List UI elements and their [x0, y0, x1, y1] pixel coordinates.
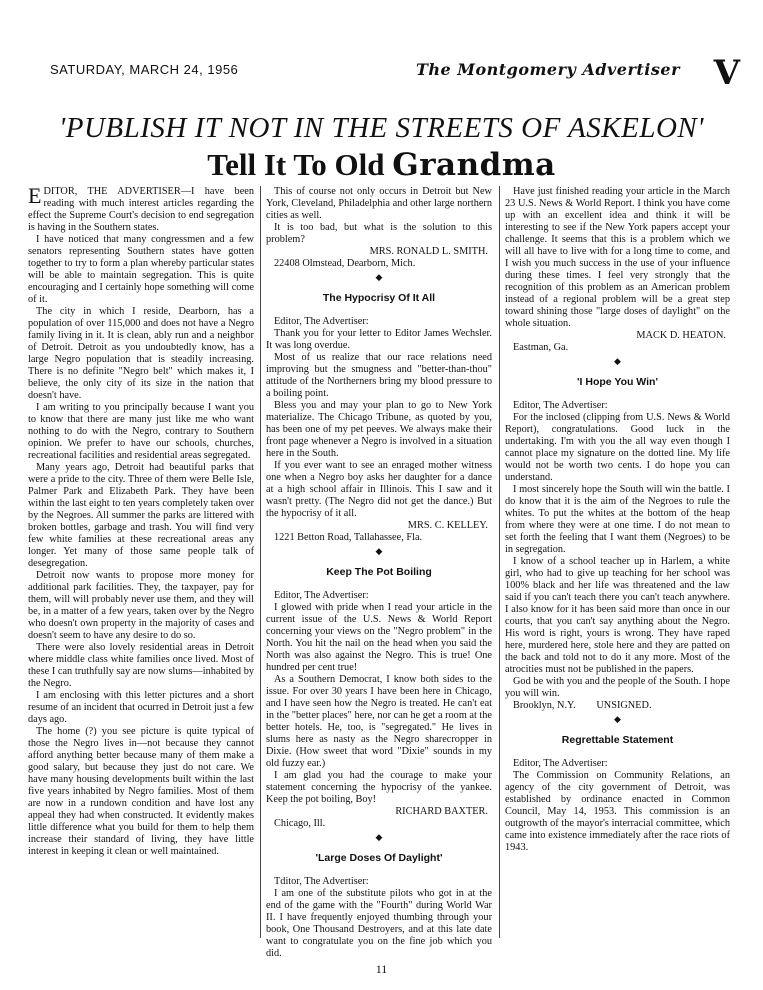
separator-diamond: ◆: [614, 356, 621, 366]
separator-diamond: ◆: [375, 272, 383, 282]
letter-paragraph: I glowed with pride when I read your article in the current issue of the U.S. News & World Report concerning your views on the "Negro problem" in the North. You hit the nail on the head when you said the North was also against the Negro. This is true! One hundred per cent true!: [266, 602, 492, 673]
headline-blackletter-word: Grandma: [392, 147, 556, 183]
letter-greeting: Editor, The Advertiser:: [513, 400, 608, 411]
letter-paragraph: I am enclosing with this letter pictures and a short resume of an incident that ocurred in Detroit just a few days ago.: [28, 690, 254, 725]
letter-greeting: Editor, The Advertiser:: [513, 758, 608, 769]
letter-paragraph: The city in which I reside, Dearborn, has a population of over 115,000 and does not have a Negro family living in it. It is clean, ably run and a neighbor of Detroit. Detroit as you undoubtedly know, has a large Negro population that is steadily increasing. There is no definite "Negro belt" which makes it, I believe, the only city of its size in the nation that doesn't have.: [28, 306, 254, 401]
letter-city: Chicago, Ill.: [274, 818, 326, 829]
letter-title: Regrettable Statement: [561, 734, 674, 746]
letter-signature: MRS. C. KELLEY.: [407, 520, 488, 531]
letters-columns: [28, 183, 730, 959]
article-headline: [0, 147, 763, 183]
letter-paragraph: Most of us realize that our race relations need improving but the smugness and "better-than-thou" attitude of the Northerners bring my blood pressure to a boiling point.: [266, 352, 492, 399]
letter-address: 1221 Betton Road, Tallahassee, Fla.: [274, 532, 423, 543]
column-2: [266, 186, 492, 959]
letter-paragraph: [28, 183, 254, 234]
newspaper-masthead: The Montgomery Advertiser: [415, 60, 680, 79]
letter-city: Eastman, Ga.: [513, 342, 569, 353]
letter-signature: RICHARD BAXTER.: [395, 806, 488, 817]
letter-signature: MRS. RONALD L. SMITH.: [369, 246, 488, 257]
letter-city-and-signature: [505, 700, 730, 712]
letter-paragraph: The Commission on Community Relations, an agency of the city government of Detroit, was established by ordinance enacted in Common Council, May 14, 1953. This commission is an outgrowth of the mayor's interracial committee, which came into existence immediately after the race riots of 1943.: [505, 770, 730, 853]
letter-signature: UNSIGNED.: [596, 700, 652, 711]
letter-paragraph: For the inclosed (clipping from U.S. News & World Report), congratulations. Good luck in the undertaking. I'm with you the all way even though I cannot place my signature on the dotted line. My life would not be worth two cents. I do hope you can understand.: [505, 412, 730, 483]
separator-diamond: ◆: [375, 546, 383, 556]
letter-title: 'Large Doses Of Daylight': [315, 852, 443, 864]
letter-paragraph: I know of a school teacher up in Harlem, a white girl, who had to give up teaching for her school was 100% black and her life was threatened and the law said if you can't teach there you can't teach anywhere. I also know for it has been said more than once in our courts, that you can't say anything about the Negro. His word is right, yours is wrong. They have raped here, murdered here, stole here and they are patted on the back and told not to do it any more. Most of the atrocities must not be published in the papers.: [505, 556, 730, 675]
letter-paragraph: I am glad you had the courage to make your statement concerning the hypocrisy of the yankee. Keep the pot boiling, Boy!: [266, 770, 492, 805]
letter-paragraph: Many years ago, Detroit had beautiful parks that were a pride to the city. Three of them were Belle Isle, Palmer Park and Elizabeth Park. They have been within the last eight to ten years completely taken over by the Negroes. All summer the parks are littered with broken bottles, garbage and trash. You will find very few white families at these recreational areas any longer. Yet many of those same people talk of desegregation.: [28, 462, 254, 569]
column-1: [28, 183, 254, 938]
letter-greeting: Editor, The Advertiser:: [274, 590, 369, 601]
column-3: [505, 186, 730, 938]
paragraph-text: DITOR, THE ADVERTISER—I have been reading with much interest articles regarding the effect the Supreme Court's decision to end segregation is having in the Southern states.: [28, 186, 254, 233]
letter-greeting: Tditor, The Advertiser:: [274, 876, 369, 887]
letter-paragraph: God be with you and the people of the South. I hope you will win.: [505, 676, 730, 699]
letter-paragraph: There were also lovely residential areas in Detroit where middle class white families once lived. Most of these I can truthfully say are now slums—inhabited by the Negro.: [28, 642, 254, 689]
letter-paragraph: Thank you for your letter to Editor James Wechsler. It was long overdue.: [266, 328, 492, 351]
page-header: [40, 53, 740, 100]
letter-paragraph: It is too bad, but what is the solution to this problem?: [266, 222, 492, 245]
letter-paragraph: I am writing to you principally because I want you to know that there are many just like me who want nothing to do with the Negro, contrary to Southern opinion. We prefer to have our schools, churches, recreational facilities and residential areas segregated.: [28, 402, 254, 461]
letter-paragraph: Have just finished reading your article in the March 23 U.S. News & World Report. I think you have come up with an excellent idea and think it will be interesting to see if the New York papers accept your challenge. It seems that this is a problem which we will all have to live with for a long time to come, and I wish you much success in the use of your influence during these times. I feel very strongly that the recognition of this problem as an American problem instead of a regional problem will be a great step toward shining those "large doses of daylight" on the whole situation.: [505, 186, 730, 329]
headline-text: Tell It To Old: [207, 147, 393, 182]
letter-paragraph: Detroit now wants to propose more money for additional park facilities. They, the taxpayer, pay for them, will will probably never use them, and they will be, in a matter of a few years, taken over by the Negro who doesn't own property in the majority of cases and doesn't seem to have any desire to do so.: [28, 570, 254, 641]
letter-paragraph: I most sincerely hope the South will win the battle. I do know that it is the aim of the Negroes to rule the whites. To put the whites at the bottom of the heap from where they were at one time. I do not mean to set forth the feeling that I want them (Negroes) to be in segregation.: [505, 484, 730, 555]
letter-paragraph: As a Southern Democrat, I know both sides to the issue. For over 30 years I have been here in Chicago, and I have seen how the Negro is treated. He can't eat in the "better places" here, nor can he get a room at the better hotels. He, too, is "segregated." He lives in slums here as nasty as the Negro sharecropper in Dixie. (How sweet that word "Dixie" sounds in my old fuzzy ear.): [266, 674, 492, 769]
letter-title: 'I Hope You Win': [577, 376, 658, 388]
letter-title: The Hypocrisy Of It All: [322, 292, 436, 304]
letter-paragraph: This of course not only occurs in Detroit but New York, Cleveland, Philadelphia and other large northern cities as well.: [266, 186, 492, 221]
letter-greeting: Editor, The Advertiser:: [274, 316, 369, 327]
article-kicker: 'PUBLISH IT NOT IN THE STREETS OF ASKELON': [59, 112, 704, 144]
separator-diamond: ◆: [375, 832, 383, 842]
section-letter: V: [713, 53, 740, 93]
column-divider: [260, 186, 261, 938]
letter-city: Brooklyn, N.Y.: [513, 700, 576, 711]
letter-paragraph: The home (?) you see picture is quite typical of those the Negro lives in—not because they cannot afford anything better because many of them make a good salary, but because they just do not care. We have many housing developments built within the last five years inhabited by Negro families. Most of them are now in a rundown condition and have lost any appeal they had when constructed. It evidently makes little difference what you build for them to help them increase their standard of living, they have little interest in keeping it clean or well maintained.: [28, 726, 254, 857]
issue-date: SATURDAY, MARCH 24, 1956: [50, 62, 239, 77]
separator-diamond: ◆: [614, 714, 621, 724]
column-divider: [499, 186, 500, 938]
letter-paragraph: Bless you and may your plan to go to New York materialize. The Chicago Tribune, as quoted by you, has been one of my pet peeves. We always make their front page whenever a Negro is involved in a situation here in the South.: [266, 400, 492, 459]
letter-paragraph: If you ever want to see an enraged mother witness one when a Negro boy asks her daughter for a dance at a high school affair in Illinois. This I saw and it wasn't pretty. (The Negro did not get the dance.) But the hypocrisy of it all.: [266, 460, 492, 519]
page-number: 11: [375, 962, 388, 976]
letter-paragraph: I am one of the substitute pilots who got in at the end of the game with the "Fourth" during World War II. I have frequently enjoyed thumbing through your book, One Thousand Destroyers, and at this late date want to congratulate you on the fine job which you did.: [266, 888, 492, 959]
letter-paragraph: I have noticed that many congressmen and a few senators representing Southern states have gotten together to try to form a plan whereby particular states will be able to maintain segregation. This is quite encouraging and I certainly hope something will come of it.: [28, 234, 254, 305]
letter-signature: MACK D. HEATON.: [636, 330, 726, 341]
letter-title: Keep The Pot Boiling: [326, 566, 432, 578]
letter-address: 22408 Olmstead, Dearborn, Mich.: [274, 258, 416, 269]
drop-cap: E: [28, 183, 42, 208]
